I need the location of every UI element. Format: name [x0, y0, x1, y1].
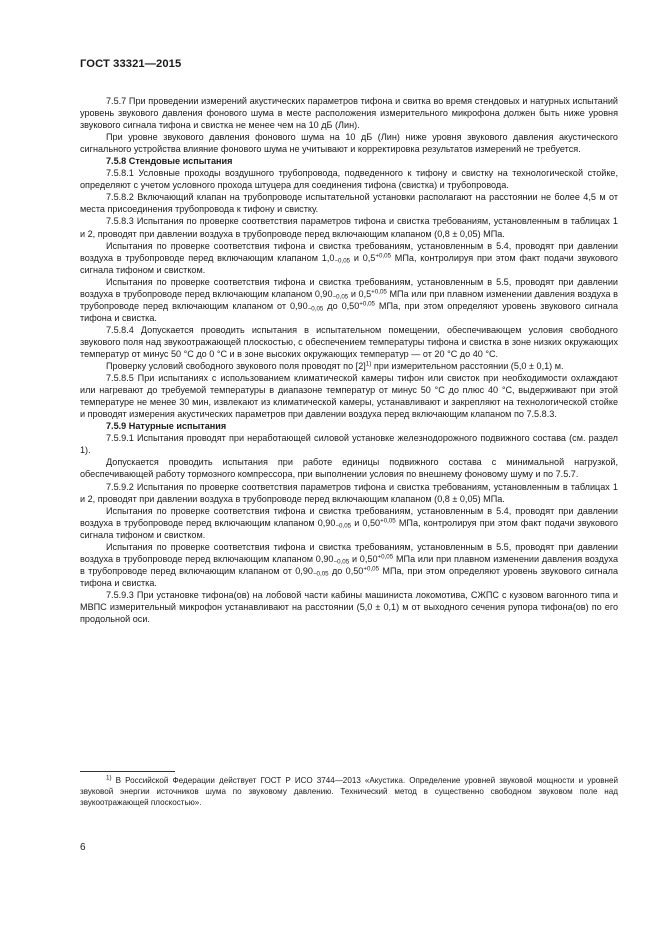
para-7-5-8-3: 7.5.8.3 Испытания по проверке соответствия параметров тифона и свистка требованиям, установленным в таблицах 1 и 2, проводят при давлении воздуха в трубопроводе перед включающим клапаном (0,8 ± 0,05) МПа.: [80, 216, 618, 239]
page-header: ГОСТ 33321—2015: [80, 58, 182, 70]
para-background-noise: При уровне звукового давления фонового шума на 10 дБ (Лин) ниже уровня звукового давления акустического сигнального устройства влияние фонового шума не учитывают и корректировка результатов измерений не требуется.: [80, 132, 618, 155]
para-7-5-8-1: 7.5.8.1 Условные проходы воздушного трубопровода, подведенного к тифону и свистку на технологической стойке, определяют с учетом условного прохода штуцера для соединения тифона (свистка) и трубопровода.: [80, 168, 618, 191]
para-7-5-7: 7.5.7 При проведении измерений акустических параметров тифона и свитка во время стендовых и натурных испытаний уровень звукового давления фонового шума в месте расположения измерительного микрофона должен быть ниже уровня звукового сигнала тифона и свистка не менее чем на 10 дБ (Лин).: [80, 96, 618, 131]
footnote-divider: [80, 771, 175, 772]
body-text: [80, 95, 618, 625]
para-7-5-9-2: 7.5.9.2 Испытания по проверке соответствия параметров тифона и свистка требованиям, установленным в таблицах 1 и 2, проводят при давлении воздуха в трубопроводе перед включающим клапаном (0,8 ± 0,05) МПа.: [80, 481, 618, 504]
para-test-5-4-field: Испытания по проверке соответствия тифона и свистка требованиям, установленным в 5.4, проводят при давлении воздуха в трубопроводе перед включающим клапаном $0,90_{-0,05}$ и $0,50^{+0,05}$ МПа, контролируя при этом факт подачи звукового сигнала тифоном и свистком.: [80, 505, 619, 540]
para-test-5-5-field: Испытания по проверке соответствия тифона и свистка требованиям, установленным в 5.5, проводят при давлении воздуха в трубопроводе перед включающим клапаном $0,90_{-0,05}$ и $0,50^{+0,05}$ МПа или при плавном изменении давления воздуха в трубопроводе перед включающим клапаном от $0,90_{-0,05}$ до $0,50^{+0,05}$ МПа, при этом определяют уровень звукового сигнала тифона и свистка.: [80, 541, 619, 588]
heading-7-5-8: 7.5.8 Стендовые испытания: [106, 156, 233, 167]
para-7-5-8-4: 7.5.8.4 Допускается проводить испытания в испытательном помещении, обеспечивающем условия свободного звукового поля над звукоотражающей плоскостью, с обеспечением температуры тифона и свистка в зоне низких окружающих температур от минус 50 °С до 0 °С и в зоне высоких окружающих температур — от 20 °С до 40 °С.: [80, 324, 618, 359]
para-7-5-9-1: 7.5.9.1 Испытания проводят при неработающей силовой установке железнодорожного подвижного состава (см. раздел 1).: [80, 433, 618, 456]
page-number: 6: [80, 842, 86, 853]
para-test-5-4-bench: Испытания по проверке соответствия тифона и свистка требованиям, установленным в 5.4, проводят при давлении воздуха в трубопроводе перед включающим клапаном $1,0_{-0,05}$ и $0,5^{+0,05}$ МПа, контролируя при этом факт подачи звукового сигнала тифоном и свистком.: [80, 240, 618, 275]
footnote: $^{1)}$ В Российской Федерации действует ГОСТ Р ИСО 3744—2013 «Акустика. Определение уровней звуковой мощности и уровней звуковой энергии источников шума по звуковому давлению. Технический метод в существенно свободном звуковом поле над звукоотражающей плоскостью».: [80, 774, 618, 807]
para-7-5-9-3: 7.5.9.3 При установке тифона(ов) на лобовой части кабины машиниста локомотива, СЖПС с кузовом вагонного типа и МВПС измерительный микрофон устанавливают на расстоянии (5,0 ± 0,1) м от выходного сечения рупора тифона(ов) по его продольной оси.: [80, 589, 618, 625]
para-test-5-5-bench: Испытания по проверке соответствия тифона и свистка требованиям, установленным в 5.5, проводят при давлении воздуха в трубопроводе перед включающим клапаном $0,90_{-0,05}$ и $0,5^{+0,05}$ МПа или при плавном изменении давления воздуха в трубопроводе перед включающим клапаном от $0,90_{-0,05}$ до $0,50^{+0,05}$ МПа, при этом определяют уровень звукового сигнала тифона и свистка.: [80, 276, 619, 323]
para-load-tests: Допускается проводить испытания при работе единицы подвижного состава с минимальной нагрузкой, обеспечивающей работу тормозного компрессора, при выполнении условия по внешнему фоновому шуму и по 7.5.7.: [80, 457, 618, 480]
para-7-5-8-2: 7.5.8.2 Включающий клапан на трубопроводе испытательной установки располагают на расстоянии не более 4,5 м от места присоединения трубопровода к тифону и свистку.: [80, 192, 618, 215]
footnote-marker: 1): [106, 774, 112, 782]
footnote-ref: 1): [365, 360, 372, 368]
para-free-field-check: Проверку условий свободного звукового поля проводят по $[2]^{1)}$ при измерительном расстоянии (5,0 ± 0,1) м.: [106, 360, 564, 372]
para-7-5-8-5: 7.5.8.5 При испытаниях с использованием климатической камеры тифон или свисток при необходимости охлаждают или нагревают до требуемой температуры в диапазоне температур от минус 50 °С до плюс 40 °С, выдерживают при этой температуре не менее 30 мин, извлекают из климатической камеры, устанавливают и закрепляют на технологической стойке и проводят измерения акустических параметров при давлении воздуха перед включающим клапаном по 7.5.8.3.: [80, 373, 618, 420]
heading-7-5-9: 7.5.9 Натурные испытания: [106, 421, 227, 432]
